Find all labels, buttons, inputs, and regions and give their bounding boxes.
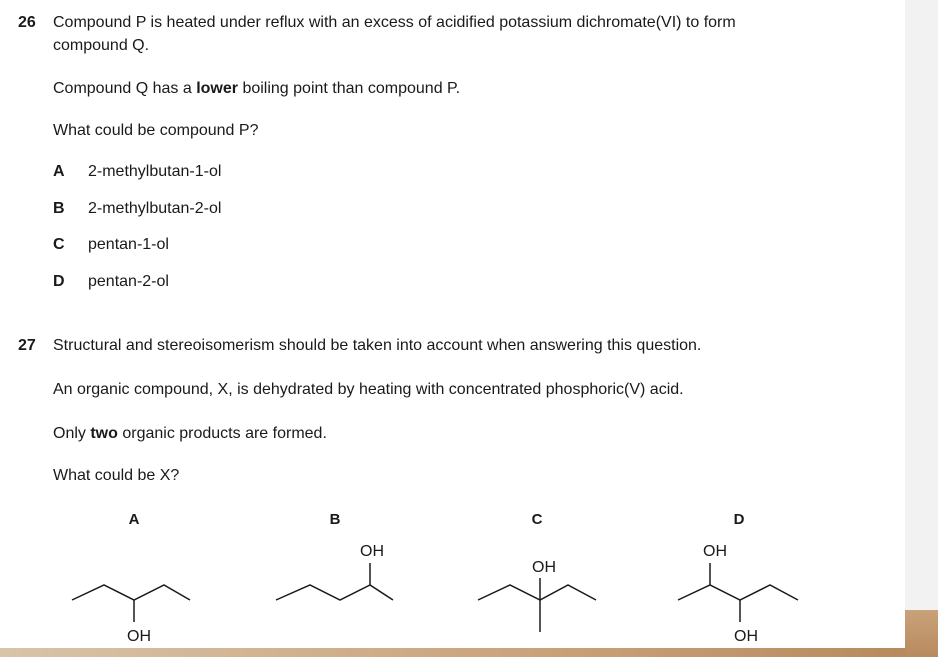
question-26-stem-line2: compound Q. xyxy=(53,37,150,54)
info-pre: Compound Q has a xyxy=(53,80,197,97)
question-26-number: 26 xyxy=(18,14,36,31)
structure-b-chain xyxy=(276,585,393,600)
question-26-prompt: What could be compound P? xyxy=(53,122,259,139)
question-26-stem-line1: Compound P is heated under reflux with an excess of acidified potassium dichromate(VI) to form xyxy=(53,14,736,31)
structure-d-letter: D xyxy=(733,511,745,528)
page-edge-right xyxy=(905,0,938,610)
structure-c-letter: C xyxy=(531,511,543,528)
option-26-d-text[interactable]: pentan-2-ol xyxy=(88,273,169,290)
structure-c-oh: OH xyxy=(532,559,556,576)
info-bold: lower xyxy=(196,80,238,97)
structure-b-letter: B xyxy=(329,511,341,528)
line3-bold: two xyxy=(90,425,118,442)
info-post: boiling point than compound P. xyxy=(238,80,461,97)
option-26-b-text[interactable]: 2-methylbutan-2-ol xyxy=(88,200,222,217)
option-26-d-letter[interactable]: D xyxy=(53,273,65,290)
structure-a-letter: A xyxy=(128,511,140,528)
option-26-a-text[interactable]: 2-methylbutan-1-ol xyxy=(88,163,222,180)
structure-b-oh: OH xyxy=(360,543,384,560)
line3-post: organic products are formed. xyxy=(117,425,327,442)
question-27-number: 27 xyxy=(18,337,36,354)
page-edge-bottom xyxy=(0,648,905,657)
question-27-prompt: What could be X? xyxy=(53,467,180,484)
option-26-a-letter[interactable]: A xyxy=(53,163,65,180)
desk-corner xyxy=(905,610,938,657)
structure-a-oh: OH xyxy=(127,628,151,645)
structure-d-oh-bottom: OH xyxy=(734,628,758,645)
structure-a-chain xyxy=(72,585,190,600)
line3-pre: Only xyxy=(53,425,91,442)
option-26-b-letter[interactable]: B xyxy=(53,200,65,217)
structure-c-chain xyxy=(478,585,596,600)
option-26-c-text[interactable]: pentan-1-ol xyxy=(88,236,169,253)
structure-d-chain xyxy=(678,585,798,600)
option-26-c-letter[interactable]: C xyxy=(53,236,65,253)
structure-d-oh-top: OH xyxy=(703,543,727,560)
question-27-stem: Structural and stereoisomerism should be taken into account when answering this question. xyxy=(53,337,702,354)
question-27-line2: An organic compound, X, is dehydrated by heating with concentrated phosphoric(V) acid. xyxy=(53,381,684,398)
